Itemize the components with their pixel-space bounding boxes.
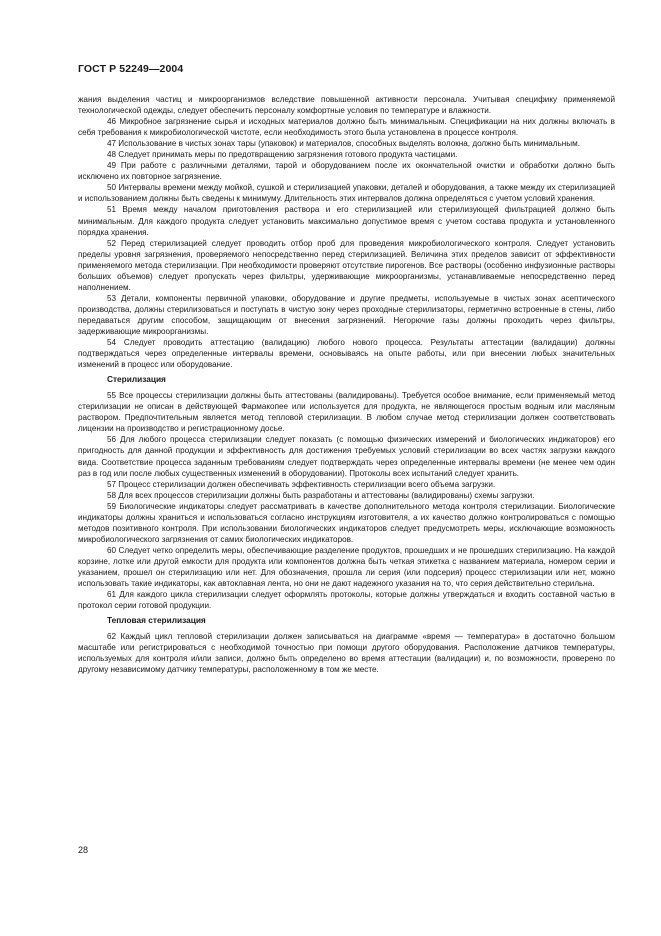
section-heading-heat-sterilization: Тепловая стерилизация [107, 615, 206, 626]
paragraph-51: 51 Время между началом приготовления раствора и его стерилизацией или стерилизующей фильтрацией должно быть минимальным. Для каждого продукта следует установить максимально допустимое время с учетом состава продукта и установленного порядка хранения. [78, 205, 615, 237]
paragraph-62: 62 Каждый цикл тепловой стерилизации должен записываться на диаграмме «время — температура» в достаточно большом масштабе или регистрироваться с необходимой точностью при помощи другого оборудования. Расположение датчиков температуры, используемых для контроля и/или записи, должно быть определено во время аттестации (валидации) и, по возможности, проверено по другому независимому датчику температуры, расположенному в том же месте. [78, 632, 615, 675]
page-body [78, 94, 615, 675]
paragraph-49: 49 При работе с различными деталями, тарой и оборудованием после их окончательной очистки и обработки должно быть исключено их повторное загрязнение. [78, 161, 615, 182]
section-heading-sterilization: Стерилизация [107, 374, 166, 385]
paragraph-61: 61 Для каждого цикла стерилизации следует оформлять протоколы, которые должны утверждаться и входить составной частью в протокол серии готовой продукции. [78, 590, 615, 611]
paragraph-57: 57 Процесс стерилизации должен обеспечивать эффективность стерилизации всего объема загрузки. [107, 479, 496, 489]
paragraph-50: 50 Интервалы времени между мойкой, сушкой и стерилизацией упаковки, деталей и оборудования, а также между их стерилизацией и использованием должны быть сведены к минимуму. Длительность этих интервалов должна определяться с учетом условий хранения. [78, 183, 615, 204]
paragraph-continued: жания выделения частиц и микроорганизмов вследствие повышенной активности персонала. Учитывая специфику применяемой технологической одежды, следует обеспечить персоналу комфортные условия по температуре и влажности. [78, 95, 615, 116]
page-number: 28 [78, 845, 89, 855]
document-code-header: ГОСТ Р 52249—2004 [78, 63, 184, 75]
paragraph-47: 47 Использование в чистых зонах тары (упаковок) и материалов, способных выделять волокна, должно быть минимальным. [107, 139, 580, 149]
paragraph-60: 60 Следует четко определить меры, обеспечивающие разделение продуктов, прошедших и не прошедших стерилизацию. На каждой корзине, лотке или другой емкости для продукта или компонентов должна быть четкая этикетка с названием материала, номером серии и указанием, прошел он стерилизацию или нет. Для обозначения, прошла ли серия (или подсерия) процесс стерилизации или нет, можно использовать такие индикаторы, как автоклавная лента, но они не дают надежного указания на то, что серия действительно стерильна. [78, 545, 615, 589]
paragraph-55: 55 Все процессы стерилизации должны быть аттестованы (валидированы). Требуется особое внимание, если применяемый метод стерилизации не описан в действующей Фармакопее или используется для продукта, не являющегося простым водным или масляным раствором. Предпочтительным является метод тепловой стерилизации. В любом случае метод стерилизации должен соответствовать лицензии на производство и регистрационному досье. [78, 391, 615, 434]
paragraph-46: 46 Микробное загрязнение сырья и исходных материалов должно быть минимальным. Спецификации на них должны включать в себя требования к микробиологической чистоте, если необходимость этого была установлена в процессе контроля. [78, 117, 615, 138]
paragraph-54: 54 Следует проводить аттестацию (валидацию) любого нового процесса. Результаты аттестации (валидации) должны подтверждаться через определенные интервалы времени, основываясь на опыте работы, или при внесении любых значительных изменений в процесс или оборудование. [78, 338, 615, 370]
paragraph-58: 58 Для всех процессов стерилизации должны быть разработаны и аттестованы (валидированы) схемы загрузки. [107, 490, 535, 500]
paragraph-56: 56 Для любого процесса стерилизации следует показать (с помощью физических измерений и биологических индикаторов) его пригодность для данной продукции и эффективность для достижения требуемых условий стерилизации во всех частях загрузки каждого вида. Соответствие процесса заданным требованиям следует подтверждать через определенные интервалы времени (не менее чем один раз в год или после любых существенных изменений в оборудовании). Протоколы всех испытаний следует хранить. [78, 435, 615, 478]
paragraph-52: 52 Перед стерилизацией следует проводить отбор проб для проведения микробиологического контроля. Следует установить пределы уровня загрязнения, проверяемого непосредственно перед стерилизацией. Величина этих пределов зависит от эффективности применяемого метода стерилизации. При необходимости проверяют отсутствие пирогенов. Все растворы (особенно инфузионные растворы больших объемов) следует пропускать через фильтры, удерживающие микроорганизмы, устанавливаемые непосредственно перед наполнением. [78, 238, 615, 292]
paragraph-59: 59 Биологические индикаторы следует рассматривать в качестве дополнительного метода контроля стерилизации. Биологические индикаторы должны храниться и использоваться согласно инструкциям изготовителя, а их качество должно контролироваться с помощью методов позитивного контроля. При использовании биологических индикаторов следует предусмотреть меры, исключающие возможность микробиологического загрязнения от самих биологических индикаторов. [78, 501, 615, 544]
paragraph-53: 53 Детали, компоненты первичной упаковки, оборудование и другие предметы, используемые в чистых зонах асептического производства, должны стерилизоваться и поступать в чистую зону через проходные стерилизаторы, герметично встроенные в стены, либо передаваться другим способом, защищающим от внесения загрязнений. Негорючие газы должны проходить через фильтры, задерживающие микроорганизмы. [78, 293, 615, 336]
paragraph-48: 48 Следует принимать меры по предотвращению загрязнения готового продукта частицами. [107, 150, 458, 160]
